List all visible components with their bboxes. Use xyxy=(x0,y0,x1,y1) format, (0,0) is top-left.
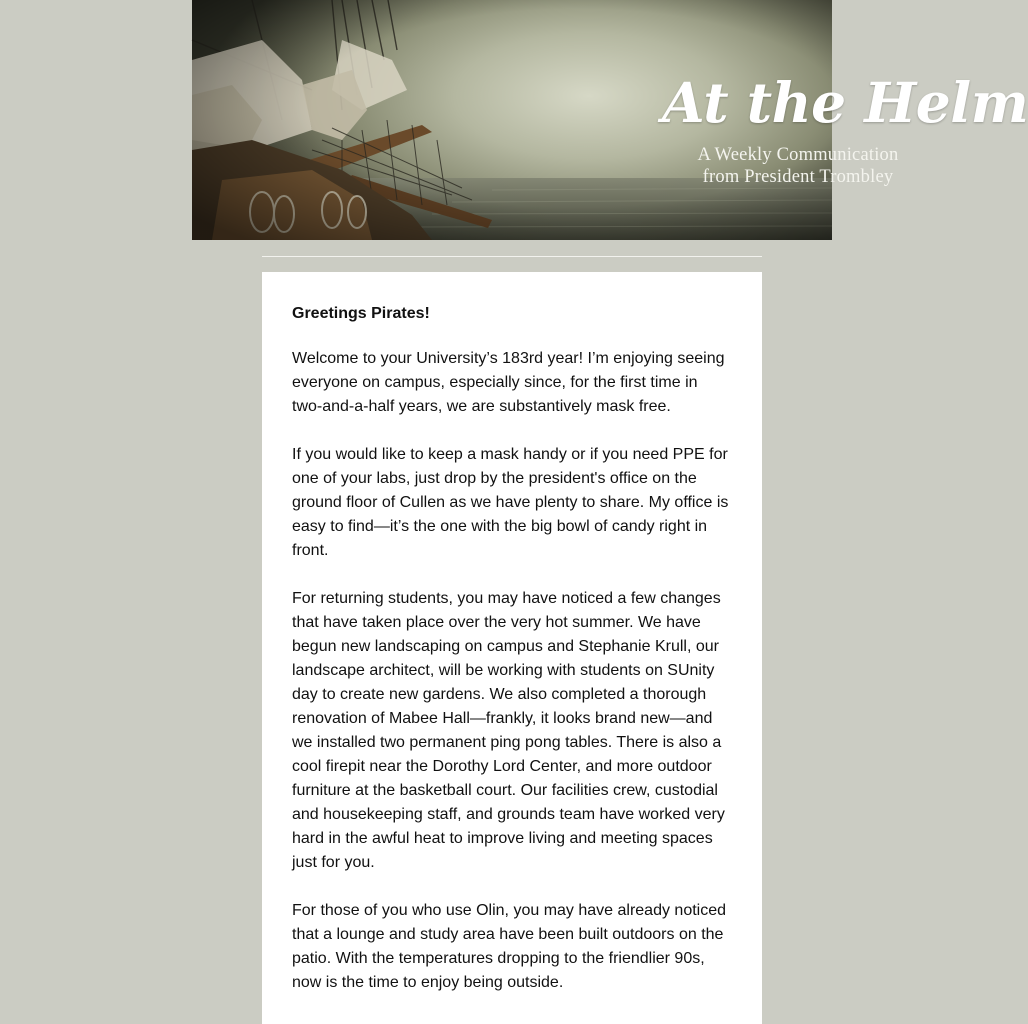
paragraph-olin-lounge: For those of you who use Olin, you may have already noticed that a lounge and study area have been built outdoors on the patio. With the temperatures dropping to the friendlier 90s, now is the time to enjoy being outside. xyxy=(292,902,727,991)
paragraph-campus-changes: For returning students, you may have noticed a few changes that have taken place over the very hot summer. We have begun new landscaping on campus and Stephanie Krull, our landscape architect, will be working with students on SUnity day to create new gardens. We also completed a thorough renovation of Mabee Hall—frankly, it looks brand new—and we installed two permanent ping pong tables. There is also a cool firepit near the Dorothy Lord Center, and more outdoor furniture at the basketball court. Our facilities crew, custodial and housekeeping staff, and grounds team have worked very hard in the awful heat to improve living and meeting spaces just for you. xyxy=(292,590,725,871)
letter-body xyxy=(262,272,762,1024)
paragraph-welcome: Welcome to your University’s 183rd year! I’m enjoying seeing everyone on campus, especially since, for the first time in two-and-a-half years, we are substantively mask free. xyxy=(292,350,725,415)
banner-subtitle xyxy=(642,144,954,188)
divider xyxy=(262,256,762,257)
newsletter-banner xyxy=(192,0,1028,240)
greeting: Greetings Pirates! xyxy=(292,305,430,322)
banner-subtitle-line2: from President Trombley xyxy=(702,167,894,187)
paragraph-masks: If you would like to keep a mask handy or if you need PPE for one of your labs, just drop by the president's office on the ground floor of Cullen as we have plenty to share. My office is easy to find—it’s the one with the big bowl of candy right in front. xyxy=(292,446,729,559)
banner-title: At the Helm xyxy=(662,70,1028,135)
banner-subtitle-line1: A Weekly Communication xyxy=(697,145,899,165)
